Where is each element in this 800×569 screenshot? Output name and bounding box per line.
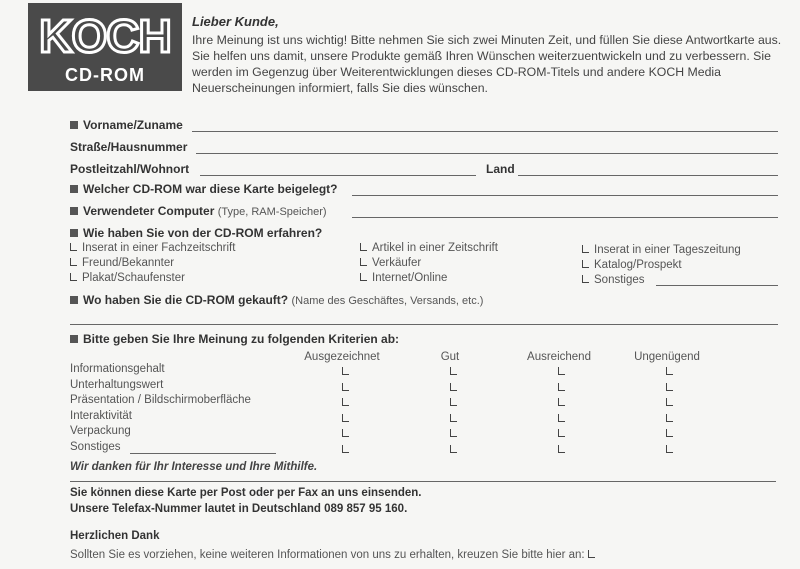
- zip-label: Postleitzahl/Wohnort: [70, 162, 190, 176]
- bullet-square-icon: [70, 296, 78, 304]
- criteria-label: Informationsgehalt: [70, 363, 165, 375]
- rating-checkbox[interactable]: [342, 414, 349, 422]
- bullet-square-icon: [70, 207, 78, 215]
- source-option[interactable]: Inserat in einer Fachzeitschrift: [70, 242, 235, 254]
- rating-checkbox[interactable]: [342, 367, 349, 375]
- zip-field[interactable]: [200, 175, 476, 176]
- bullet-square-icon: [70, 121, 78, 129]
- rating-checkbox[interactable]: [558, 445, 565, 453]
- checkbox-icon: [70, 273, 77, 281]
- rating-checkbox[interactable]: [450, 398, 457, 406]
- criteria-other-field[interactable]: [130, 453, 276, 454]
- rating-column-header: Gut: [440, 351, 460, 363]
- source-option[interactable]: Inserat in einer Tageszeitung: [582, 244, 741, 256]
- rating-checkbox[interactable]: [666, 367, 673, 375]
- country-field[interactable]: [518, 175, 778, 176]
- rating-checkbox[interactable]: [450, 414, 457, 422]
- checkbox-icon: [360, 273, 367, 281]
- source-option[interactable]: Katalog/Prospekt: [582, 259, 682, 271]
- name-field[interactable]: [192, 131, 778, 132]
- rating-checkbox[interactable]: [558, 398, 565, 406]
- name-label: Vorname/Zuname: [70, 118, 183, 132]
- source-option[interactable]: Artikel in einer Zeitschrift: [360, 242, 498, 254]
- rating-checkbox[interactable]: [666, 445, 673, 453]
- source-option[interactable]: Internet/Online: [360, 272, 447, 284]
- checkbox-icon: [582, 275, 589, 283]
- rating-checkbox[interactable]: [558, 383, 565, 391]
- rating-checkbox[interactable]: [666, 398, 673, 406]
- checkbox-icon: [70, 258, 77, 266]
- thanks-text: Wir danken für Ihr Interesse und Ihre Mithilfe.: [70, 461, 318, 473]
- source-option[interactable]: Sonstiges: [582, 274, 645, 286]
- criteria-label: Präsentation / Bildschirmoberfläche: [70, 394, 251, 406]
- rating-checkbox[interactable]: [558, 367, 565, 375]
- criteria-label: Unterhaltungswert: [70, 379, 164, 391]
- rating-checkbox[interactable]: [666, 383, 673, 391]
- checkbox-icon: [360, 243, 367, 251]
- source-question: Wie haben Sie von der CD-ROM erfahren?: [70, 226, 322, 240]
- source-other-field[interactable]: [656, 285, 778, 286]
- divider: [70, 481, 776, 482]
- rating-checkbox[interactable]: [450, 367, 457, 375]
- optout-text: Sollten Sie es vorziehen, keine weiteren Informationen von uns zu erhalten, kreuzen Sie bitte hier an:: [70, 549, 600, 561]
- computer-field[interactable]: [352, 217, 778, 218]
- purchase-question: Wo haben Sie die CD-ROM gekauft? (Name des Geschäftes, Versands, etc.): [70, 293, 483, 307]
- source-option[interactable]: Plakat/Schaufenster: [70, 272, 185, 284]
- rating-checkbox[interactable]: [450, 429, 457, 437]
- rating-column-header: Ungenügend: [634, 351, 700, 363]
- computer-label: Verwendeter Computer (Type, RAM-Speicher): [70, 204, 327, 218]
- bullet-square-icon: [70, 335, 78, 343]
- rating-column-header: Ausreichend: [527, 351, 591, 363]
- criteria-label: Verpackung: [70, 425, 131, 437]
- country-label: Land: [486, 162, 515, 176]
- street-field[interactable]: [196, 153, 778, 154]
- checkbox-icon: [582, 260, 589, 268]
- rating-checkbox[interactable]: [558, 414, 565, 422]
- checkbox-icon: [70, 243, 77, 251]
- koch-logo: [28, 3, 182, 91]
- checkbox-icon: [582, 245, 589, 253]
- purchase-field[interactable]: [70, 324, 778, 325]
- rating-question: Bitte geben Sie Ihre Meinung zu folgenden Kriterien ab:: [70, 332, 399, 346]
- criteria-label: Sonstiges: [70, 441, 121, 453]
- rating-column-header: Ausgezeichnet: [304, 351, 380, 363]
- greeting: Lieber Kunde,: [192, 14, 279, 29]
- closing-text: Herzlichen Dank: [70, 530, 160, 542]
- intro-text: Ihre Meinung ist uns wichtig! Bitte nehmen Sie sich zwei Minuten Zeit, und füllen Sie diese Antwortkarte aus. Sie helfen uns damit, unsere Produkte gemäß Ihren Wünschen weiterzuentwickeln und zu verbessern. Sie werden im Gegenzug über Weiterentwicklungen dieses CD-ROM-Titels und andere KOCH Media Neuerscheinungen informiert, falls Sie dies wünschen.: [192, 33, 782, 95]
- criteria-label: Interaktivität: [70, 410, 132, 422]
- source-option[interactable]: Freund/Bekannter: [70, 257, 174, 269]
- rating-checkbox[interactable]: [666, 414, 673, 422]
- rating-checkbox[interactable]: [450, 383, 457, 391]
- logo-brand: KOCH: [39, 10, 171, 62]
- rating-checkbox[interactable]: [342, 383, 349, 391]
- rating-checkbox[interactable]: [342, 445, 349, 453]
- footer-line-1: Sie können diese Karte per Post oder per Fax an uns einsenden.: [70, 487, 422, 499]
- rating-checkbox[interactable]: [558, 429, 565, 437]
- bullet-square-icon: [70, 185, 78, 193]
- checkbox-icon: [360, 258, 367, 266]
- rating-checkbox[interactable]: [450, 445, 457, 453]
- cdrom-label: Welcher CD-ROM war diese Karte beigelegt?: [70, 182, 338, 196]
- bullet-square-icon: [70, 229, 78, 237]
- rating-checkbox[interactable]: [342, 429, 349, 437]
- optout-checkbox[interactable]: [588, 550, 595, 558]
- footer-line-2: Unsere Telefax-Nummer lautet in Deutschland 089 857 95 160.: [70, 503, 408, 515]
- rating-checkbox[interactable]: [666, 429, 673, 437]
- rating-checkbox[interactable]: [342, 398, 349, 406]
- logo-product: CD-ROM: [65, 65, 145, 85]
- cdrom-field[interactable]: [352, 195, 778, 196]
- source-option[interactable]: Verkäufer: [360, 257, 421, 269]
- street-label: Straße/Hausnummer: [70, 140, 188, 154]
